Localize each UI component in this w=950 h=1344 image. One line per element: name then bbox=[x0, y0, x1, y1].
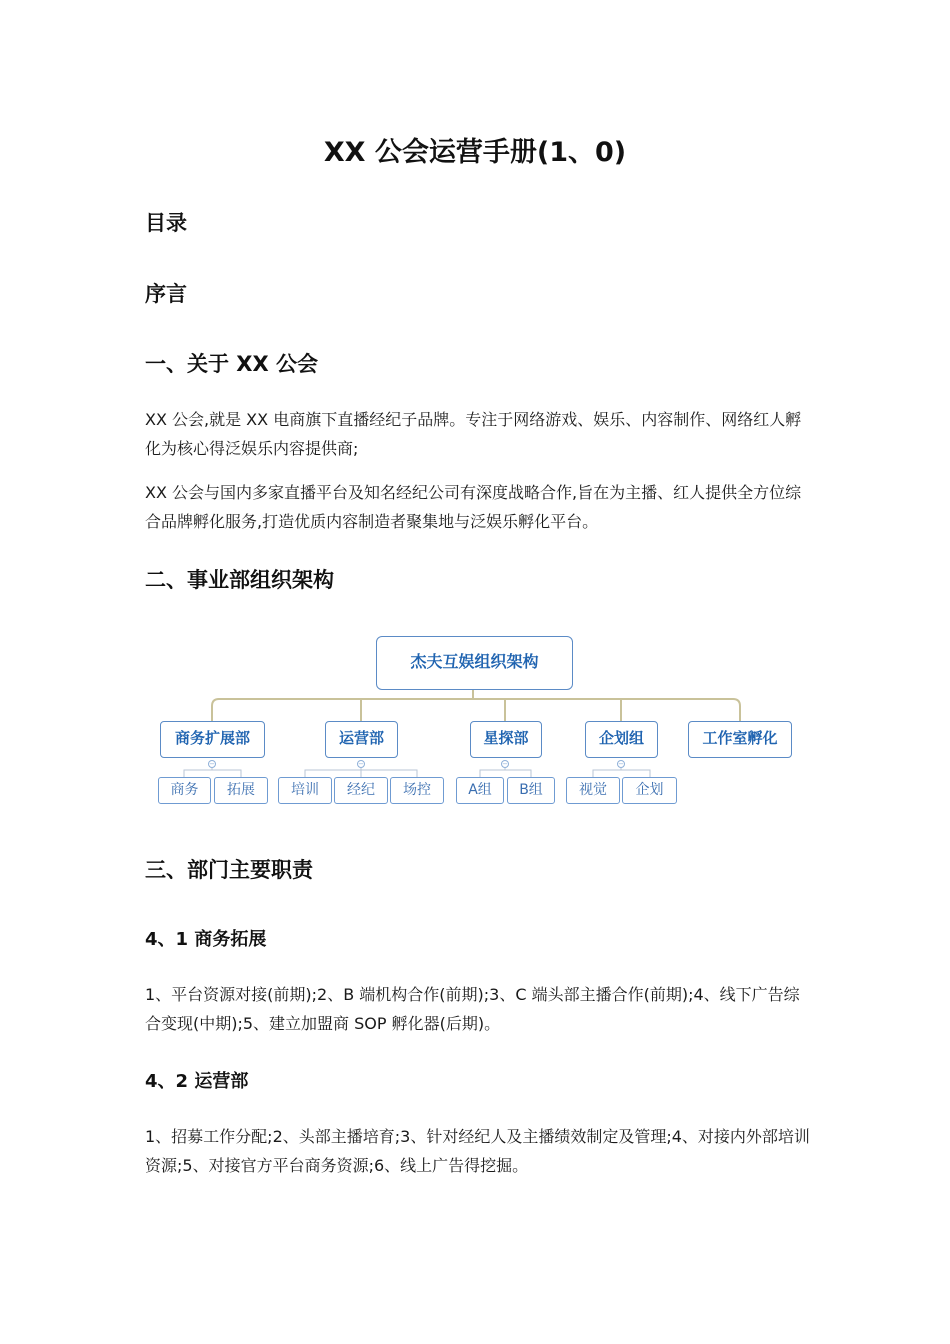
connector-bar bbox=[212, 699, 740, 721]
section-1-paragraph-1: XX 公会,就是 XX 电商旗下直播经纪子品牌。专注于网络游戏、娱乐、内容制作、网络红人孵化为核心得泛娱乐内容提供商; bbox=[145, 410, 802, 458]
subsection-4-1-heading: 4、1 商务拓展 bbox=[145, 929, 267, 950]
collapse-toggle-icon[interactable]: − bbox=[358, 760, 364, 768]
collapse-toggle-icon[interactable]: − bbox=[618, 760, 624, 768]
dept-talent-scout: 星探部 bbox=[470, 721, 542, 758]
subsection-4-1-text: 1、平台资源对接(前期);2、B 端机构合作(前期);3、C 端头部主播合作(前期);4、线下广告综合变现(中期);5、建立加盟商 SOP 孵化器(后期)。 bbox=[145, 985, 800, 1033]
leaf-visual: 视觉 bbox=[566, 777, 620, 804]
collapse-toggle-icon[interactable]: − bbox=[209, 760, 215, 768]
dept-operations: 运营部 bbox=[325, 721, 398, 758]
leaf-field-control: 场控 bbox=[390, 777, 444, 804]
org-root-box: 杰夫互娱组织架构 bbox=[376, 636, 573, 690]
org-chart bbox=[150, 630, 810, 820]
leaf-group-a: A组 bbox=[456, 777, 504, 804]
subsection-4-2-text: 1、招募工作分配;2、头部主播培育;3、针对经纪人及主播绩效制定及管理;4、对接内外部培训资源;5、对接官方平台商务资源;6、线上广告得挖掘。 bbox=[145, 1127, 810, 1175]
collapse-toggle-icon[interactable]: − bbox=[502, 760, 508, 768]
section-1-heading: 一、关于 XX 公会 bbox=[145, 352, 319, 376]
section-3-heading: 三、部门主要职责 bbox=[145, 858, 313, 882]
connector-leaves-1 bbox=[184, 770, 241, 777]
section-1-paragraph-2: XX 公会与国内多家直播平台及知名经纪公司有深度战略合作,旨在为主播、红人提供全方位综合品牌孵化服务,打造优质内容制造者聚集地与泛娱乐孵化平台。 bbox=[145, 483, 802, 531]
leaf-business: 商务 bbox=[158, 777, 211, 804]
document-title: XX 公会运营手册(1、0) bbox=[323, 137, 627, 168]
preface-heading: 序言 bbox=[145, 282, 187, 306]
connector-leaves-4 bbox=[593, 770, 650, 777]
leaf-training: 培训 bbox=[278, 777, 332, 804]
leaf-brokerage: 经纪 bbox=[334, 777, 388, 804]
dept-business-expansion: 商务扩展部 bbox=[160, 721, 265, 758]
dept-studio-incubation: 工作室孵化 bbox=[688, 721, 792, 758]
toc-heading: 目录 bbox=[145, 211, 187, 235]
dept-planning: 企划组 bbox=[585, 721, 658, 758]
section-2-heading: 二、事业部组织架构 bbox=[145, 568, 334, 592]
connector-leaves-3 bbox=[480, 770, 531, 777]
leaf-group-b: B组 bbox=[507, 777, 555, 804]
subsection-4-2-heading: 4、2 运营部 bbox=[145, 1071, 249, 1092]
leaf-expansion: 拓展 bbox=[214, 777, 268, 804]
leaf-planning: 企划 bbox=[622, 777, 677, 804]
